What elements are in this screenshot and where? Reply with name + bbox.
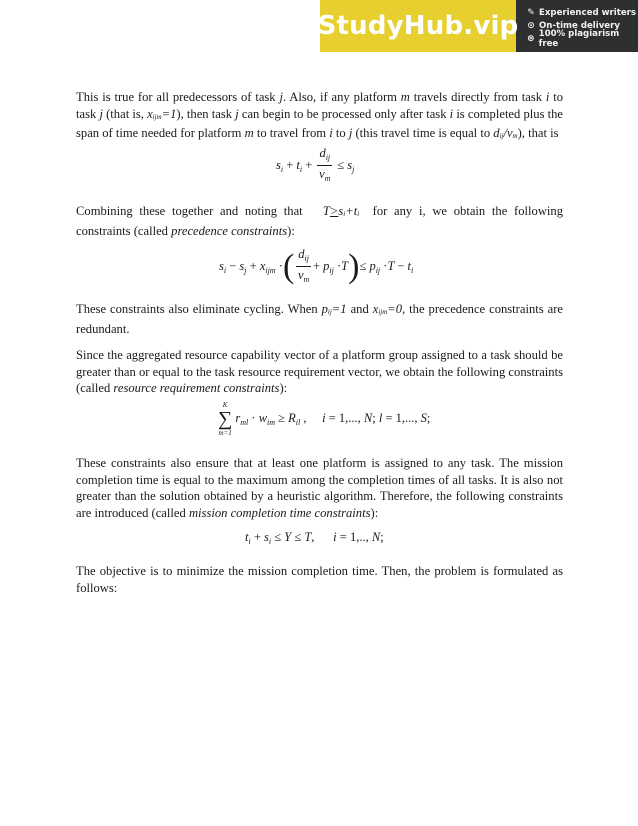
equation-resource-requirement: K ∑ m=1 $r_{ml} \cdot w_{im} \ge R_{il}$ , i = 1,..., N; l = 1,..., S; xyxy=(218,401,431,437)
paragraph-predecessors: This is true for all predecessors of task j. Also, if any platform m travels directly from task i to task j (that is, xijm=1), then task j can begin to be processed only after task i is completed plus the span of time needed for platform m to travel from i to j (this travel time is equal to dij/vm), that is xyxy=(76,90,564,140)
feature-label: Experienced writers xyxy=(539,7,637,18)
paragraph-precedence: Combining these together and noting that T>si+ti for any i, we obtain the following constraints (called precedence constraints): xyxy=(76,204,564,238)
paragraph-resource: Since the aggregated resource capability vector of a platform group assigned to a task should be greater than or equal to the task resource requirement vector, we obtain the following constraints (called resource requirement constraints): xyxy=(76,348,563,395)
paragraph-mission-completion: These constraints also ensure that at least one platform is assigned to any task. The mission completion time is equal to the maximum among the completion times of all tasks. It is also not greater than the solution obtained by a heuristic algorithm. Therefore, the following constraints are introduced (called mission completion time constraints): xyxy=(76,456,563,520)
ad-banner[interactable] xyxy=(317,0,638,52)
banner-features xyxy=(516,0,638,52)
paragraph-objective: The objective is to minimize the mission completion time. Then, the problem is formulated as follows: xyxy=(76,564,563,595)
pen-icon: ✎ xyxy=(527,7,535,18)
equation-travel-time: $s_i + t_i$ + $\frac{d_{ij}}{v_m}$ ≤ $s_j$ xyxy=(276,146,355,183)
feature-experienced-writers xyxy=(526,6,638,19)
equation-precedence-constraint: $s_i - s_j + x_{ijm}$ ·( $\frac{d_{ij}}{v_m}$ + $p_{ij} \cdot T)\le p_{ij} \cdot T - t_i$ xyxy=(219,247,414,285)
feature-label: 100% plagiarism free xyxy=(538,28,620,49)
feature-label: On-time delivery xyxy=(539,20,620,31)
studyhub-logo[interactable]: StudyHub.vip xyxy=(320,0,516,52)
paragraph-cycling: These constraints also eliminate cycling. When pij=1 and xijm=0, the precedence constraints are redundant. xyxy=(76,302,563,336)
feature-plagiarism-free xyxy=(526,28,638,49)
check-badge-icon: ⊛ xyxy=(527,33,535,44)
clock-icon: ⊙ xyxy=(527,20,535,31)
equation-mission-completion: $t_i + s_i \le Y \le T$, i = 1,.., N; xyxy=(245,530,384,546)
